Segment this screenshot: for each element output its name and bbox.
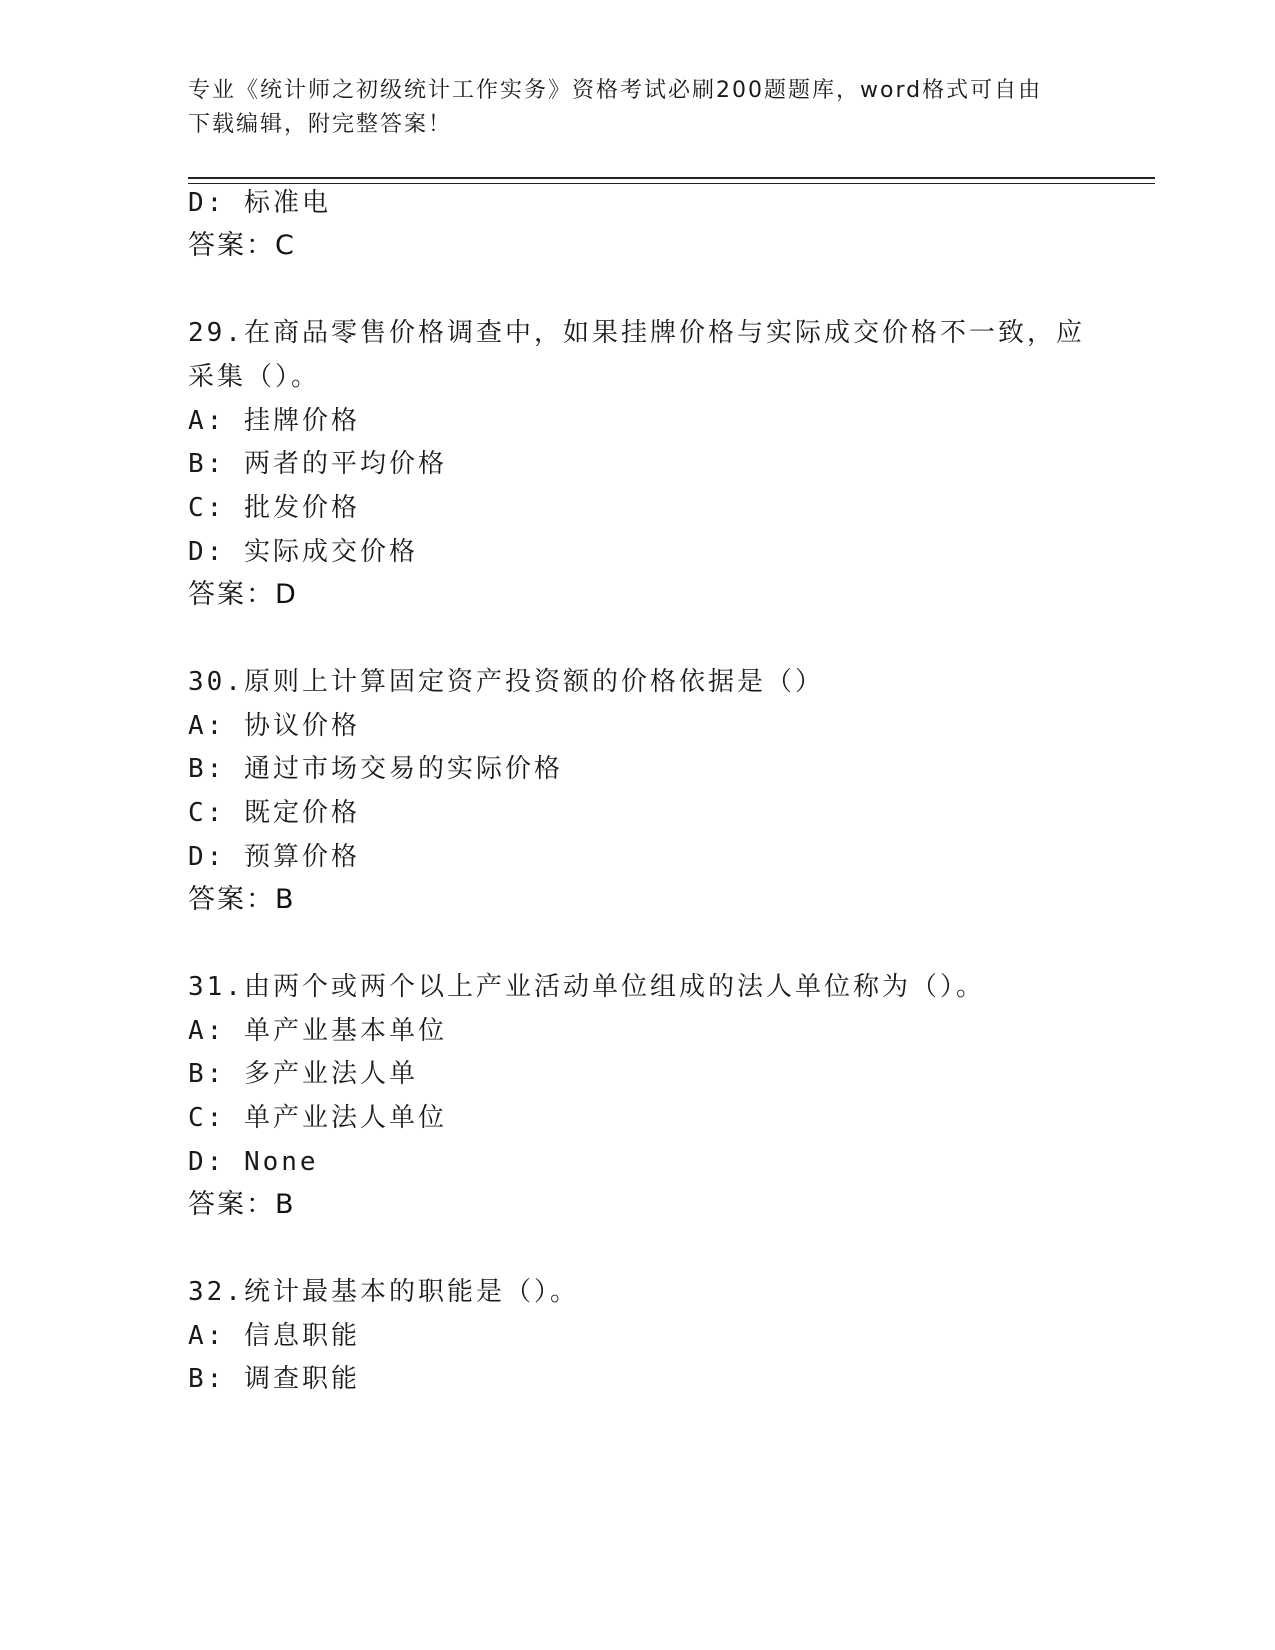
q31-stem: 31.由两个或两个以上产业活动单位组成的法人单位称为（）。 [188, 972, 985, 1002]
q29-answer: 答案：D [188, 579, 298, 610]
q30-option-a: A: 协议价格 [188, 711, 360, 741]
q31-option-c: C: 单产业法人单位 [188, 1103, 447, 1133]
q29-stem-line-2: 采集（）。 [188, 362, 321, 392]
q31-answer: 答案：B [188, 1189, 296, 1220]
q30-option-d: D: 预算价格 [188, 842, 360, 872]
document-header [188, 74, 1068, 142]
q32-stem: 32.统计最基本的职能是（）。 [188, 1277, 579, 1307]
q30-answer: 答案：B [188, 884, 296, 915]
q30-option-c: C: 既定价格 [188, 798, 360, 828]
q29-option-d: D: 实际成交价格 [188, 537, 418, 567]
header-line-2: 下载编辑，附完整答案！ [188, 112, 453, 137]
q32-option-a: A: 信息职能 [188, 1321, 360, 1351]
q32-option-b: B: 调查职能 [188, 1364, 360, 1394]
header-line-1: 专业《统计师之初级统计工作实务》资格考试必刷200题题库，word格式可自由 [188, 78, 1043, 103]
prev-answer: 答案：C [188, 230, 296, 261]
header-divider-thick [188, 177, 1155, 179]
q31-option-d: D: None [188, 1147, 319, 1177]
q29-stem-line-1: 29.在商品零售价格调查中，如果挂牌价格与实际成交价格不一致，应 [188, 318, 1085, 348]
prev-option-d: D: 标准电 [188, 188, 331, 218]
q29-option-a: A: 挂牌价格 [188, 406, 360, 436]
header-divider-thin [188, 183, 1155, 184]
q29-option-b: B: 两者的平均价格 [188, 449, 447, 479]
q31-option-b: B: 多产业法人单 [188, 1059, 418, 1089]
q29-option-c: C: 批发价格 [188, 493, 360, 523]
q30-option-b: B: 通过市场交易的实际价格 [188, 754, 563, 784]
q30-stem: 30.原则上计算固定资产投资额的价格依据是（） [188, 667, 824, 697]
q31-option-a: A: 单产业基本单位 [188, 1016, 447, 1046]
